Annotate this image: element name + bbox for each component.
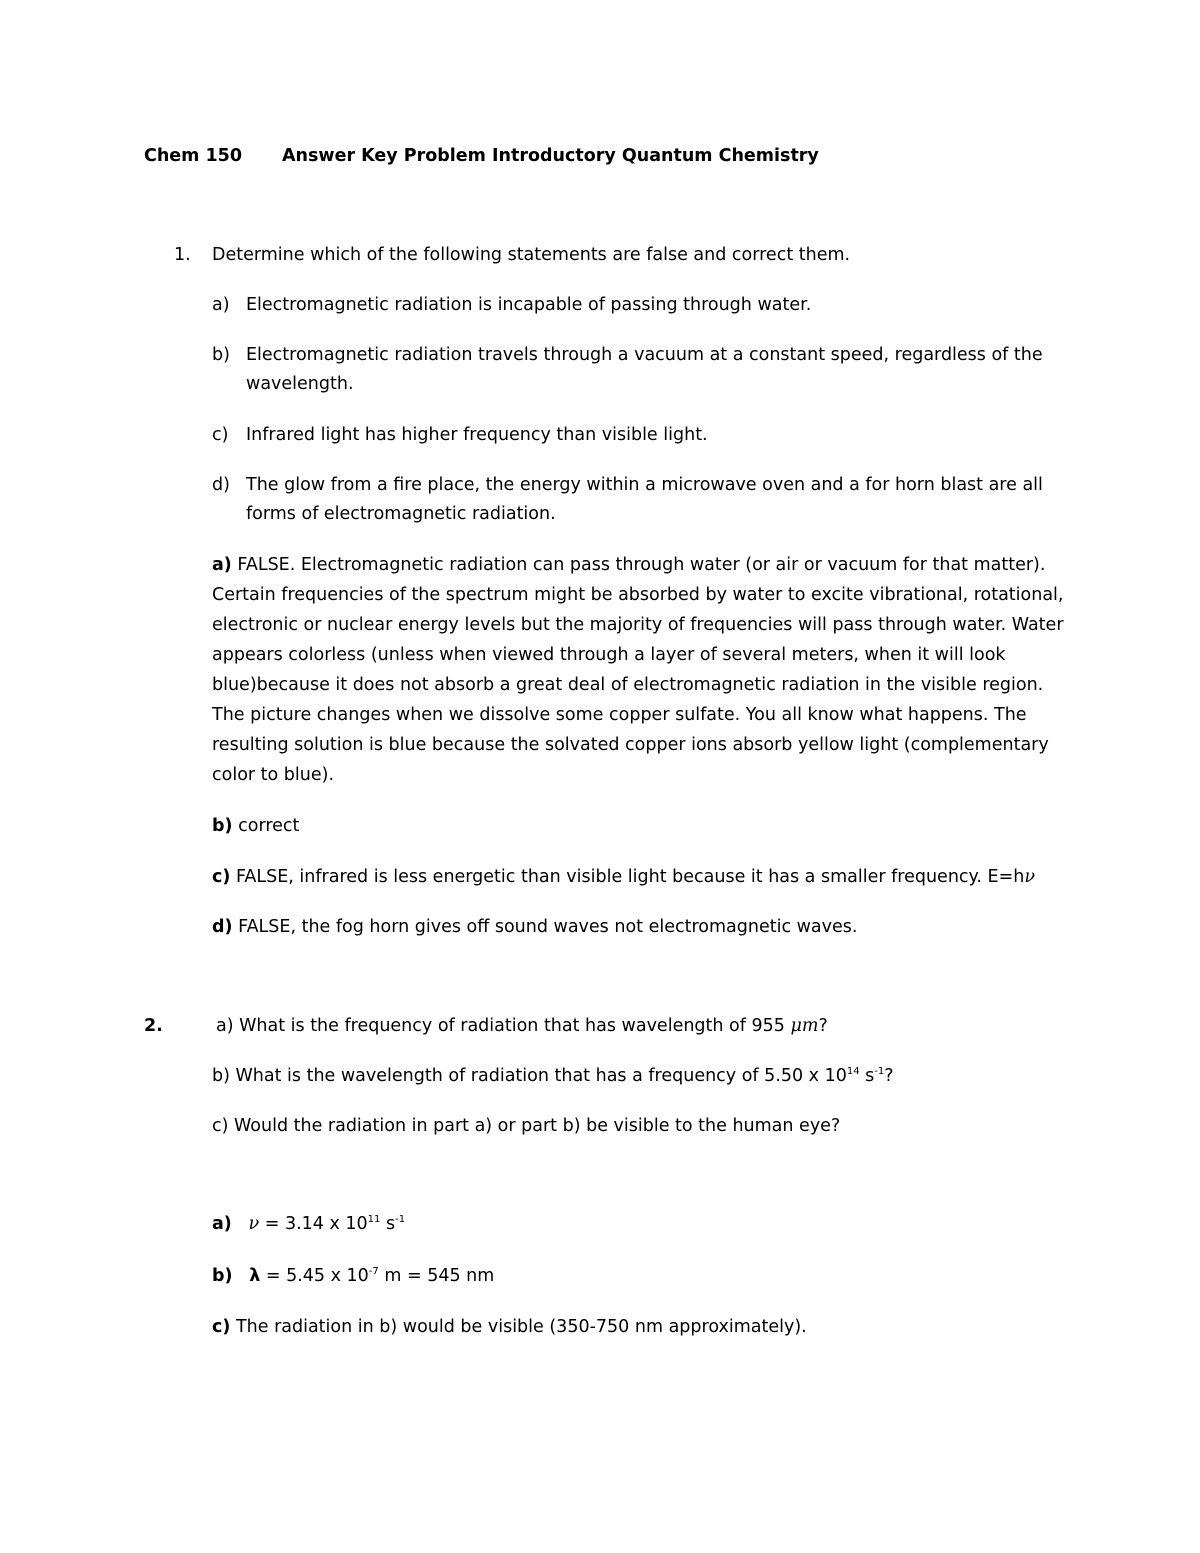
q2-answer-b-exponent: -7 bbox=[368, 1266, 379, 1277]
q2-answer-c bbox=[212, 1316, 807, 1338]
statement-a-text: Electromagnetic radiation is incapable of passing through water. bbox=[246, 295, 812, 315]
q2-answer-a-exponent: 11 bbox=[367, 1214, 381, 1225]
answer-c-label: c) bbox=[212, 867, 231, 887]
statement-d-text-line1: The glow from a fire place, the energy within a microwave oven and a for horn blast are all bbox=[246, 475, 1043, 495]
q2-number: 2. bbox=[144, 1016, 163, 1036]
q2-part-b-text: b) What is the wavelength of radiation that has a frequency of 5.50 x 10 bbox=[212, 1066, 847, 1086]
q2-part-b-unit: s bbox=[859, 1066, 875, 1086]
lambda-symbol: λ bbox=[249, 1266, 261, 1286]
answer-a-text: FALSE. Electromagnetic radiation can pass through water (or air or vacuum for that matter). Certain frequencies of the spectrum might be absorbed by water to excite vibrational, rotational, electronic or nuclear energy levels but the majority of frequencies will pass through water. Water appears colorless (unless when viewed through a layer of several meters, when it will look blue)because it does not absorb a great deal of electromagnetic radiation in the visible region. The picture changes when we dissolve some copper sulfate. You all know what happens. The resulting solution is blue because the solvated copper ions absorb yellow light (complementary color to blue). bbox=[212, 555, 1064, 785]
statement-c-text: Infrared light has higher frequency than visible light. bbox=[246, 425, 708, 445]
q1-number: 1. bbox=[174, 245, 191, 265]
q2-part-b-end: ? bbox=[884, 1066, 894, 1086]
answer-a-label: a) bbox=[212, 555, 232, 575]
statement-a-label: a) bbox=[212, 295, 230, 315]
nu-symbol: ν bbox=[248, 1214, 260, 1234]
q2-answer-a-value: = 3.14 x 10 bbox=[259, 1214, 368, 1234]
statement-b-text-line2: wavelength. bbox=[246, 374, 354, 394]
answer-d-label: d) bbox=[212, 917, 233, 937]
q2-answer-b-value: = 5.45 x 10 bbox=[260, 1266, 369, 1286]
answer-c bbox=[212, 866, 1035, 888]
q2-part-a-end: ? bbox=[818, 1016, 828, 1036]
statement-d-text-line2: forms of electromagnetic radiation. bbox=[246, 504, 556, 524]
nu-symbol: ν bbox=[1024, 867, 1035, 887]
q2-answer-b bbox=[212, 1265, 494, 1287]
answer-d bbox=[212, 916, 857, 938]
q2-answer-a-unit: s bbox=[380, 1214, 396, 1234]
q2-answer-a-unit-exponent: -1 bbox=[395, 1214, 406, 1225]
statement-b-label: b) bbox=[212, 345, 230, 365]
q2-answer-b-rest: m = 545 nm bbox=[378, 1266, 495, 1286]
q1-prompt: Determine which of the following statements are false and correct them. bbox=[212, 245, 851, 265]
answer-c-text: FALSE, infrared is less energetic than visible light because it has a smaller frequency. E=h bbox=[235, 867, 1025, 887]
micrometer-unit: μm bbox=[790, 1016, 819, 1036]
document-title: Answer Key Problem Introductory Quantum Chemistry bbox=[282, 146, 819, 166]
q2-part-b bbox=[212, 1065, 894, 1087]
answer-b bbox=[212, 815, 299, 837]
course-code: Chem 150 bbox=[144, 146, 243, 166]
statement-d-label: d) bbox=[212, 475, 230, 495]
q2-part-b-exponent: 14 bbox=[846, 1066, 860, 1077]
statement-b-text-line1: Electromagnetic radiation travels through a vacuum at a constant speed, regardless of the bbox=[246, 345, 1043, 365]
q2-part-c: c) Would the radiation in part a) or part b) be visible to the human eye? bbox=[212, 1116, 841, 1136]
q2-part-a-text: a) What is the frequency of radiation that has wavelength of 955 bbox=[216, 1016, 785, 1036]
answer-d-text: FALSE, the fog horn gives off sound waves not electromagnetic waves. bbox=[238, 917, 858, 937]
statement-c-label: c) bbox=[212, 425, 229, 445]
answer-a-paragraph bbox=[212, 550, 1072, 790]
q2-answer-b-label: b) bbox=[212, 1266, 233, 1286]
q2-answer-c-text: The radiation in b) would be visible (350-750 nm approximately). bbox=[235, 1317, 807, 1337]
answer-b-label: b) bbox=[212, 816, 233, 836]
q2-answer-a bbox=[212, 1213, 405, 1235]
q2-answer-a-label: a) bbox=[212, 1214, 232, 1234]
q2-answer-c-label: c) bbox=[212, 1317, 231, 1337]
answer-b-text: correct bbox=[238, 816, 300, 836]
q2-part-a bbox=[216, 1015, 828, 1037]
q2-part-b-unit-exponent: -1 bbox=[874, 1066, 885, 1077]
